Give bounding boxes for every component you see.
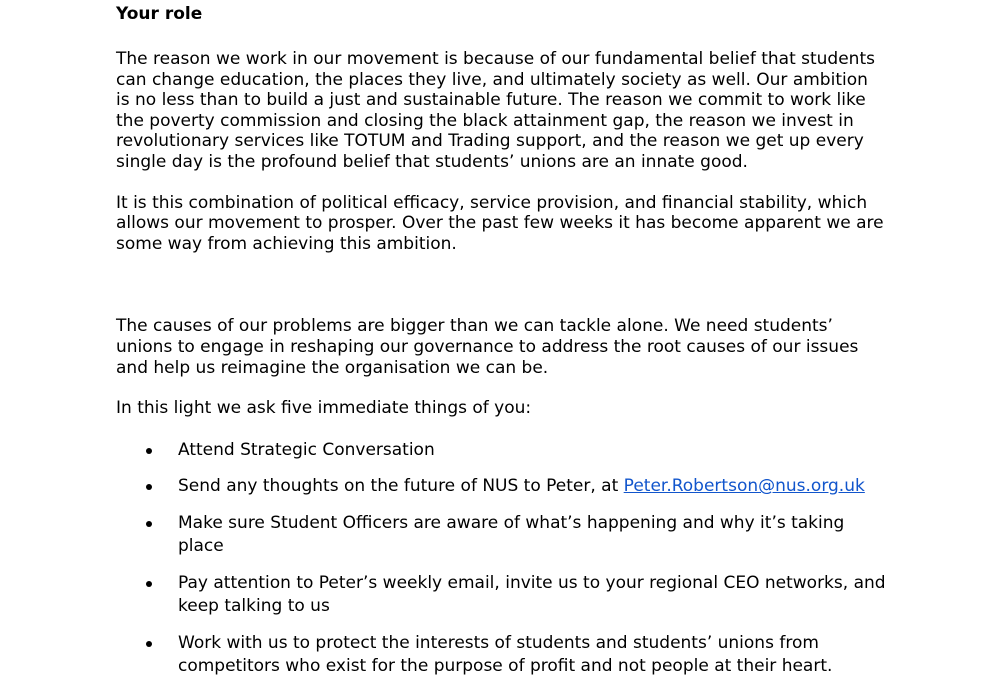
list-item-text: Pay attention to Peter’s weekly email, invite us to your regional CEO networks, and keep talking to us bbox=[178, 572, 886, 617]
list-item-text: Send any thoughts on the future of NUS to Peter, at bbox=[178, 476, 624, 497]
list-item-text: Make sure Student Officers are aware of what’s happening and why it’s taking place bbox=[178, 512, 845, 557]
list-item bbox=[116, 512, 886, 559]
request-list bbox=[116, 439, 886, 679]
document-page bbox=[116, 4, 886, 692]
paragraph-problems: The causes of our problems are bigger than we can tackle alone. We need students’ unions to engage in reshaping our governance to address the root causes of our issues and help us reimagine the organisation we can be. bbox=[116, 316, 859, 378]
list-item-text: Work with us to protect the interests of students and students’ unions from competitors who exist for the purpose of profit and not people at their heart. bbox=[178, 632, 833, 677]
list-item bbox=[116, 632, 886, 679]
section-heading: Your role bbox=[116, 4, 203, 24]
bullet-icon bbox=[146, 521, 152, 527]
list-item bbox=[116, 475, 886, 499]
paragraph-mission: The reason we work in our movement is because of our fundamental belief that students can change education, the places they live, and ultimately society as well. Our ambition is no less than to build a just and sustainable future. The reason we commit to work like the poverty commission and closing the black attainment gap, the reason we invest in revolutionary services like TOTUM and Trading support, and the reason we get up every single day is the profound belief that students’ unions are an innate good. bbox=[116, 49, 875, 172]
paragraph-efficacy: It is this combination of political efficacy, service provision, and financial stability, which allows our movement to prosper. Over the past few weeks it has become apparent we are some way from achieving this ambition. bbox=[116, 192, 884, 254]
email-link[interactable]: Peter.Robertson@nus.org.uk bbox=[623, 476, 865, 497]
bullet-icon bbox=[146, 448, 152, 454]
paragraph-ask-intro: In this light we ask five immediate things of you: bbox=[116, 398, 532, 419]
bullet-icon bbox=[146, 484, 152, 490]
list-item bbox=[116, 572, 886, 619]
list-item-text: Attend Strategic Conversation bbox=[178, 439, 435, 460]
list-item bbox=[116, 439, 886, 463]
bullet-icon bbox=[146, 641, 152, 647]
bullet-icon bbox=[146, 581, 152, 587]
